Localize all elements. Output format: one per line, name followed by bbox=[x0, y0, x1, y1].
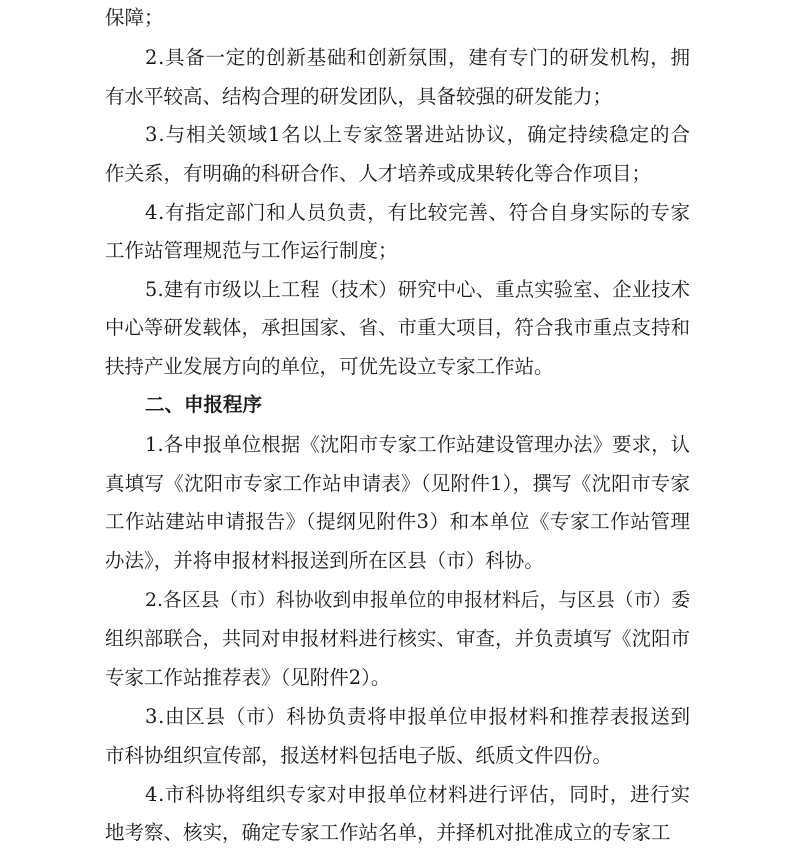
section-heading: 二、申报程序 bbox=[145, 393, 263, 416]
text-line: 办法》，并将申报材料报送到所在区县（市）科协。 bbox=[105, 549, 544, 572]
text-line: 工作站建站申请报告》（提纲见附件3）和本单位《专家工作站管理 bbox=[105, 510, 691, 533]
text-line: 1.各申报单位根据《沈阳市专家工作站建设管理办法》要求，认 bbox=[145, 433, 691, 456]
text-line: 工作站管理规范与工作运行制度； bbox=[105, 239, 398, 262]
text-line: 市科协组织宣传部，报送材料包括电子版、纸质文件四份。 bbox=[105, 744, 613, 767]
text-line: 真填写《沈阳市专家工作站申请表》（见附件1），撰写《沈阳市专家 bbox=[105, 472, 691, 495]
text-line: 专家工作站推荐表》（见附件2）。 bbox=[105, 666, 391, 689]
text-line: 5.建有市级以上工程（技术）研究中心、重点实验室、企业技术 bbox=[145, 278, 691, 301]
text-line: 保障； bbox=[105, 6, 164, 29]
text-line: 地考察、核实，确定专家工作站名单，并择机对批准成立的专家工 bbox=[105, 821, 671, 844]
text-line: 组织部联合，共同对申报材料进行核实、审查，并负责填写《沈阳市 bbox=[105, 627, 691, 650]
text-line: 3.由区县（市）科协负责将申报单位申报材料和推荐表报送到 bbox=[145, 705, 691, 728]
text-line: 有水平较高、结构合理的研发团队，具备较强的研发能力； bbox=[105, 85, 613, 108]
text-line: 4.有指定部门和人员负责，有比较完善、符合自身实际的专家 bbox=[145, 201, 691, 224]
text-line: 扶持产业发展方向的单位，可优先设立专家工作站。 bbox=[105, 355, 554, 378]
text-line: 2.具备一定的创新基础和创新氛围，建有专门的研发机构，拥 bbox=[145, 46, 691, 69]
text-line: 作关系，有明确的科研合作、人才培养或成果转化等合作项目； bbox=[105, 162, 652, 185]
text-line: 3.与相关领域1名以上专家签署进站协议，确定持续稳定的合 bbox=[145, 123, 691, 146]
text-line: 2.各区县（市）科协收到申报单位的申报材料后，与区县（市）委 bbox=[145, 590, 691, 611]
text-line: 中心等研发载体，承担国家、省、市重大项目，符合我市重点支持和 bbox=[105, 316, 691, 339]
text-line: 4.市科协将组织专家对申报单位材料进行评估，同时，进行实 bbox=[145, 783, 691, 806]
